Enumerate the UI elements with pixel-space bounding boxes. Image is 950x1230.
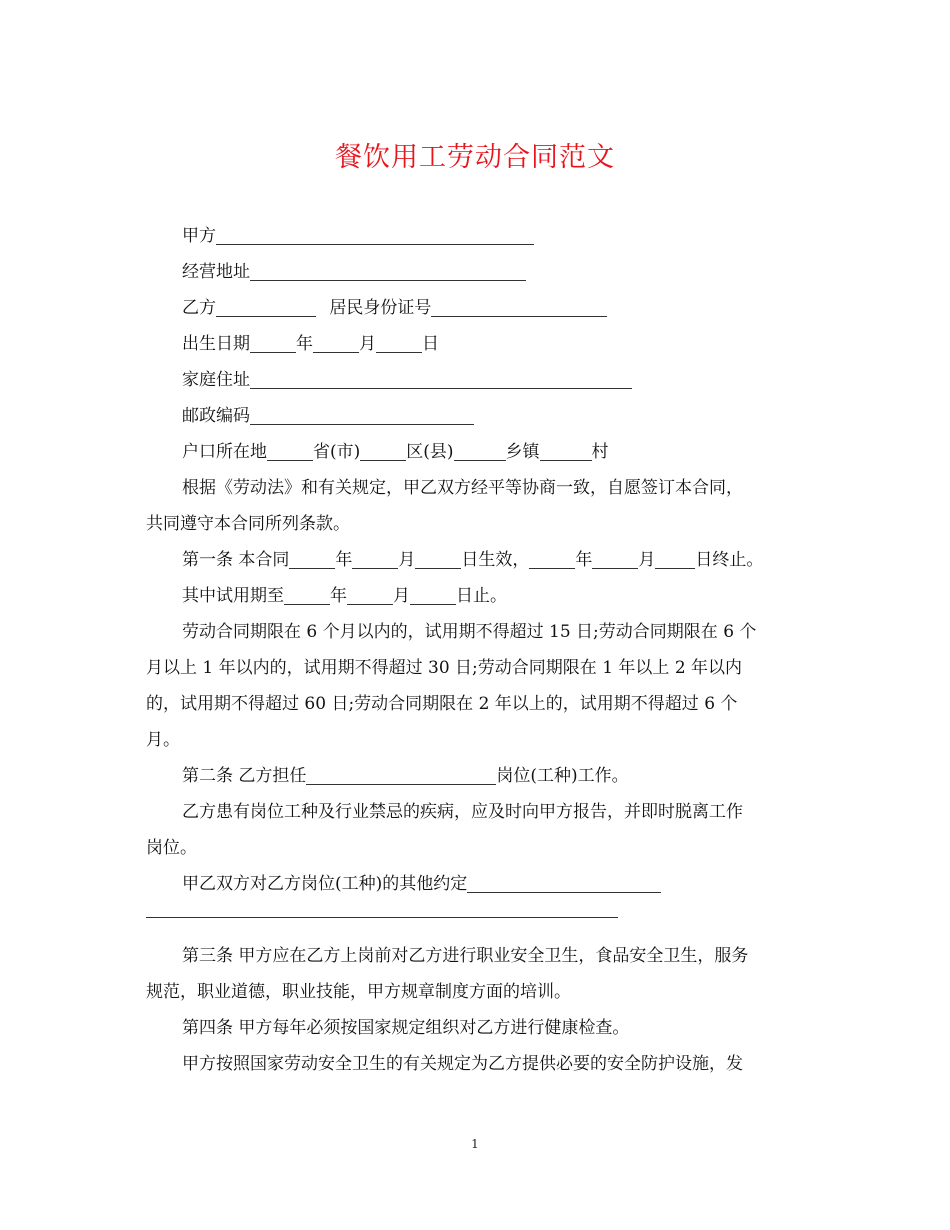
day-label: 日 xyxy=(422,334,439,354)
term-paragraph-line-3: 的，试用期不得超过 60 日;劳动合同期限在 2 年以上的，试用期不得超过 6 个 xyxy=(146,694,738,714)
province-label: 省(市) xyxy=(313,442,361,462)
id-number-blank[interactable] xyxy=(431,315,607,317)
party-a-blank[interactable] xyxy=(216,243,534,245)
article-1-start: 第一条 本合同 xyxy=(182,550,290,570)
birth-date-line xyxy=(146,326,806,362)
party-a-label: 甲方 xyxy=(182,226,216,246)
term-paragraph-line-4: 月。 xyxy=(146,730,180,750)
township-label: 乡镇 xyxy=(505,442,540,462)
birth-year-blank[interactable] xyxy=(250,351,296,353)
province-blank[interactable] xyxy=(267,459,313,461)
start-year-blank[interactable] xyxy=(289,567,335,569)
other-agreement-label: 甲乙双方对乙方岗位(工种)的其他约定 xyxy=(182,874,468,894)
start-month-label: 月 xyxy=(398,550,416,570)
other-agreement-line xyxy=(146,866,806,902)
article-4-line: 第四条 甲方每年必须按国家规定组织对乙方进行健康检查。 xyxy=(182,1018,630,1038)
end-day-blank[interactable] xyxy=(655,567,695,569)
probation-month-blank[interactable] xyxy=(347,603,393,605)
other-agreement-blank[interactable] xyxy=(467,891,661,893)
hukou-label: 户口所在地 xyxy=(182,442,267,462)
start-day-blank[interactable] xyxy=(415,567,461,569)
address-line xyxy=(146,254,806,290)
township-blank[interactable] xyxy=(454,459,506,461)
birth-date-label: 出生日期 xyxy=(182,334,250,354)
intro-paragraph-line-1: 根据《劳动法》和有关规定，甲乙双方经平等协商一致，自愿签订本合同， xyxy=(182,478,743,498)
year-label: 年 xyxy=(296,334,313,354)
village-blank[interactable] xyxy=(540,459,592,461)
article-2-start: 第二条 乙方担任 xyxy=(182,766,307,786)
document-title: 餐饮用工劳动合同范文 xyxy=(335,142,615,173)
party-b-line xyxy=(146,290,806,326)
address-blank[interactable] xyxy=(250,279,526,281)
birth-month-blank[interactable] xyxy=(313,351,359,353)
end-year-blank[interactable] xyxy=(529,567,575,569)
article-2-line xyxy=(146,758,806,794)
term-paragraph-line-2: 月以上 1 年以内的，试用期不得超过 30 日;劳动合同期限在 1 年以上 2 年以内 xyxy=(146,658,743,678)
article-1-effective: 日生效， xyxy=(461,550,530,570)
other-agreement-continuation xyxy=(146,902,806,938)
article-3-line-1: 第三条 甲方应在乙方上岗前对乙方进行职业安全卫生，食品安全卫生，服务 xyxy=(182,946,749,966)
article-3-line-2: 规范，职业道德，职业技能，甲方规章制度方面的培训。 xyxy=(146,982,571,1002)
term-paragraph-line-1: 劳动合同期限在 6 个月以内的，试用期不得超过 15 日;劳动合同期限在 6 个 xyxy=(182,622,757,642)
party-b-label: 乙方 xyxy=(182,298,216,318)
probation-year-blank[interactable] xyxy=(284,603,330,605)
disease-paragraph-line-2: 岗位。 xyxy=(146,838,197,858)
end-month-blank[interactable] xyxy=(592,567,638,569)
end-month-label: 月 xyxy=(638,550,656,570)
disease-paragraph-line-1: 乙方患有岗位工种及行业禁忌的疾病，应及时向甲方报告，并即时脱离工作 xyxy=(182,802,743,822)
article-1-end: 日终止。 xyxy=(695,550,764,570)
party-b-blank[interactable] xyxy=(216,315,316,317)
intro-paragraph-line-2: 共同遵守本合同所列条款。 xyxy=(146,514,350,534)
probation-month-label: 月 xyxy=(393,586,410,606)
village-label: 村 xyxy=(591,442,609,462)
birth-day-blank[interactable] xyxy=(376,351,422,353)
probation-line xyxy=(146,578,806,614)
address-label: 经营地址 xyxy=(182,262,250,282)
start-month-blank[interactable] xyxy=(352,567,398,569)
article-2-end: 岗位(工种)工作。 xyxy=(496,766,629,786)
probation-end: 日止。 xyxy=(456,586,507,606)
article-1-line xyxy=(146,542,806,578)
position-blank[interactable] xyxy=(306,783,496,785)
probation-start: 其中试用期至 xyxy=(182,586,284,606)
contract-body xyxy=(146,218,806,1082)
safety-paragraph-line-1: 甲方按照国家劳动安全卫生的有关规定为乙方提供必要的安全防护设施，发 xyxy=(182,1054,743,1074)
postal-code-blank[interactable] xyxy=(250,423,474,425)
probation-day-blank[interactable] xyxy=(410,603,456,605)
postal-code-label: 邮政编码 xyxy=(182,406,250,426)
home-address-blank[interactable] xyxy=(250,387,632,389)
postal-code-line xyxy=(146,398,806,434)
party-a-line xyxy=(146,218,806,254)
start-year-label: 年 xyxy=(335,550,353,570)
home-address-line xyxy=(146,362,806,398)
hukou-line xyxy=(146,434,806,470)
district-blank[interactable] xyxy=(360,459,406,461)
id-number-label: 居民身份证号 xyxy=(329,298,432,318)
month-label: 月 xyxy=(359,334,376,354)
home-address-label: 家庭住址 xyxy=(182,370,250,390)
end-year-label: 年 xyxy=(575,550,593,570)
probation-year-label: 年 xyxy=(330,586,347,606)
page-number: 1 xyxy=(471,1137,479,1151)
district-label: 区(县) xyxy=(406,442,454,462)
other-agreement-blank-2[interactable] xyxy=(146,916,618,918)
